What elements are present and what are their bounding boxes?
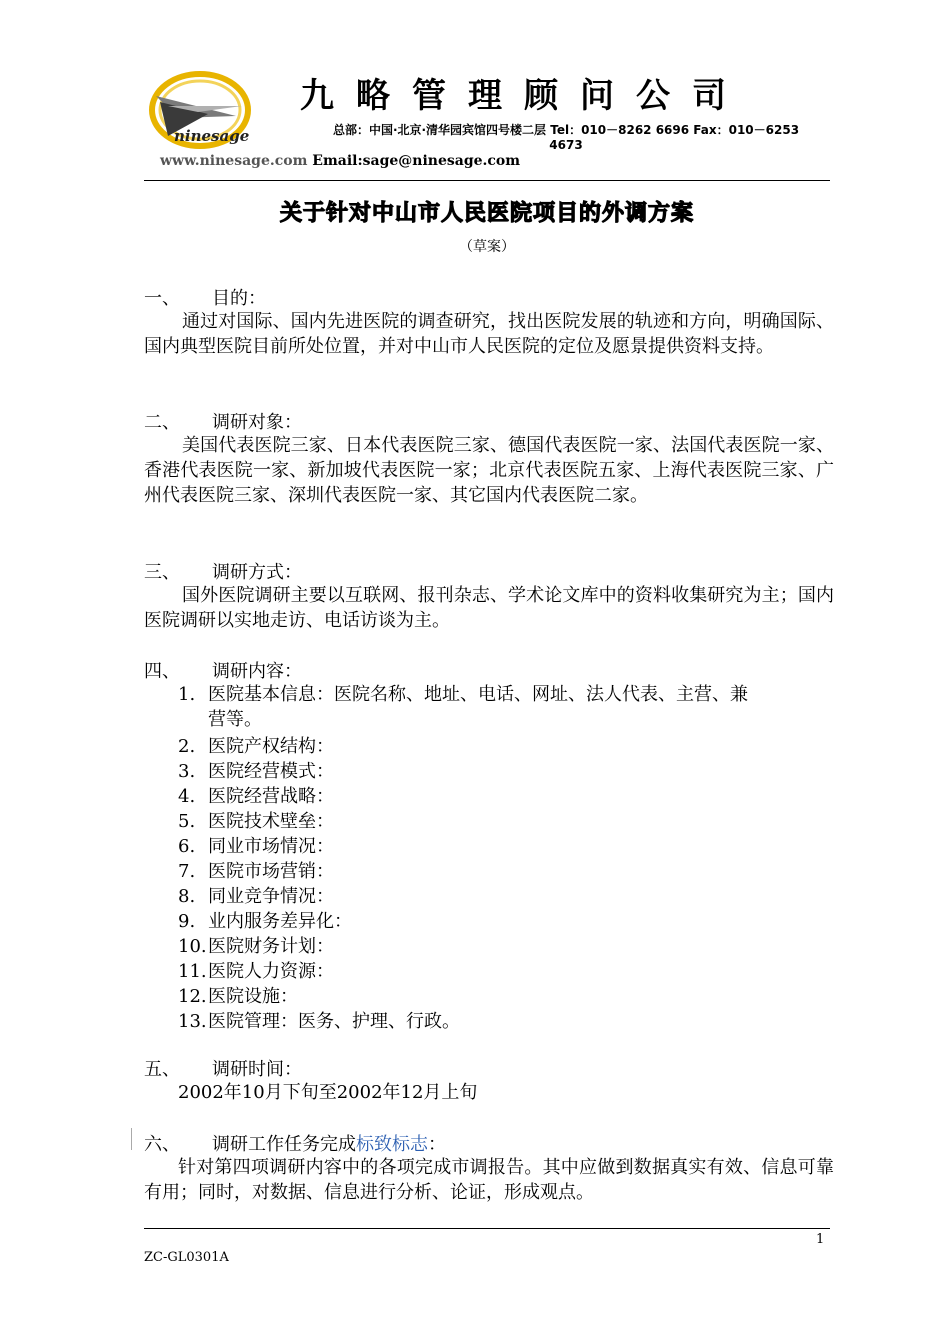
section-1-body: 通过对国际、国内先进医院的调查研究，找出医院发展的轨迹和方向，明确国际、国内典型医院目前所处位置，并对中山市人民医院的定位及愿景提供资料支持。 (144, 311, 834, 357)
list-item: 11.医院人力资源： (178, 961, 334, 982)
list-item: 7. 医院市场营销： (178, 861, 334, 882)
footer-divider (144, 1228, 830, 1229)
list-item: 13.医院管理：医务、护理、行政。 (178, 1011, 460, 1032)
hq-line-2: 4673 (549, 138, 583, 152)
section-6-heading: 六、 调研工作任务完成标致标志： (144, 1134, 446, 1155)
revision-marker (131, 1128, 132, 1150)
document-code: ZC-GL0301A (144, 1250, 229, 1265)
section-5-body: 2002年10月下旬至2002年12月上旬 (178, 1082, 478, 1103)
page-number: 1 (816, 1232, 825, 1247)
company-name: 九略管理顾问公司 (300, 76, 748, 116)
list-item: 3. 医院经营模式： (178, 761, 334, 782)
section-2-heading: 二、 调研对象： (144, 412, 302, 433)
list-item: 10.医院财务计划： (178, 936, 334, 957)
contact-line (160, 153, 520, 169)
list-item: 6. 同业市场情况： (178, 836, 334, 857)
section-5-heading: 五、 调研时间： (144, 1059, 302, 1080)
section-2-body: 美国代表医院三家、日本代表医院三家、德国代表医院一家、法国代表医院一家、香港代表医院一家、新加坡代表医院一家；北京代表医院五家、上海代表医院三家、广州代表医院三家、深圳代表医院一家、其它国内代表医院二家。 (144, 435, 834, 506)
list-item: 8. 同业竞争情况： (178, 886, 334, 907)
headquarters-address (296, 123, 836, 153)
logo-wordmark: ninesage (174, 127, 250, 145)
document-subtitle: （草案） (459, 239, 515, 255)
tracked-change-text[interactable]: 标致标志 (356, 1134, 428, 1155)
list-item: 5. 医院技术壁垒： (178, 811, 334, 832)
section-1-heading: 一、 目的： (144, 288, 266, 309)
document-title: 关于针对中山市人民医院项目的外调方案 (279, 201, 694, 226)
list-item: 12.医院设施： (178, 986, 298, 1007)
list-item: 9. 业内服务差异化： (178, 911, 352, 932)
section-3-heading: 三、 调研方式： (144, 562, 302, 583)
section-6-body: 针对第四项调研内容中的各项完成市调报告。其中应做到数据真实有效、信息可靠有用；同时，对数据、信息进行分析、论证，形成观点。 (144, 1157, 834, 1203)
section-4-heading: 四、 调研内容： (144, 661, 302, 682)
website-link[interactable]: www.ninesage.com (160, 153, 308, 169)
list-item: 2. 医院产权结构： (178, 736, 334, 757)
list-item: 1. 医院基本信息：医院名称、地址、电话、网址、法人代表、主营、兼 营等。 (178, 684, 748, 730)
header-divider (144, 180, 830, 181)
list-item: 4. 医院经营战略： (178, 786, 334, 807)
section-3-body: 国外医院调研主要以互联网、报刊杂志、学术论文库中的资料收集研究为主；国内医院调研以实地走访、电话访谈为主。 (144, 585, 834, 631)
hq-line-1: 总部：中国·北京·清华园宾馆四号楼二层 Tel：010－8262 6696 Fax：010－6253 (332, 123, 800, 137)
email-link[interactable]: Email:sage@ninesage.com (312, 153, 521, 169)
company-logo (138, 66, 288, 158)
